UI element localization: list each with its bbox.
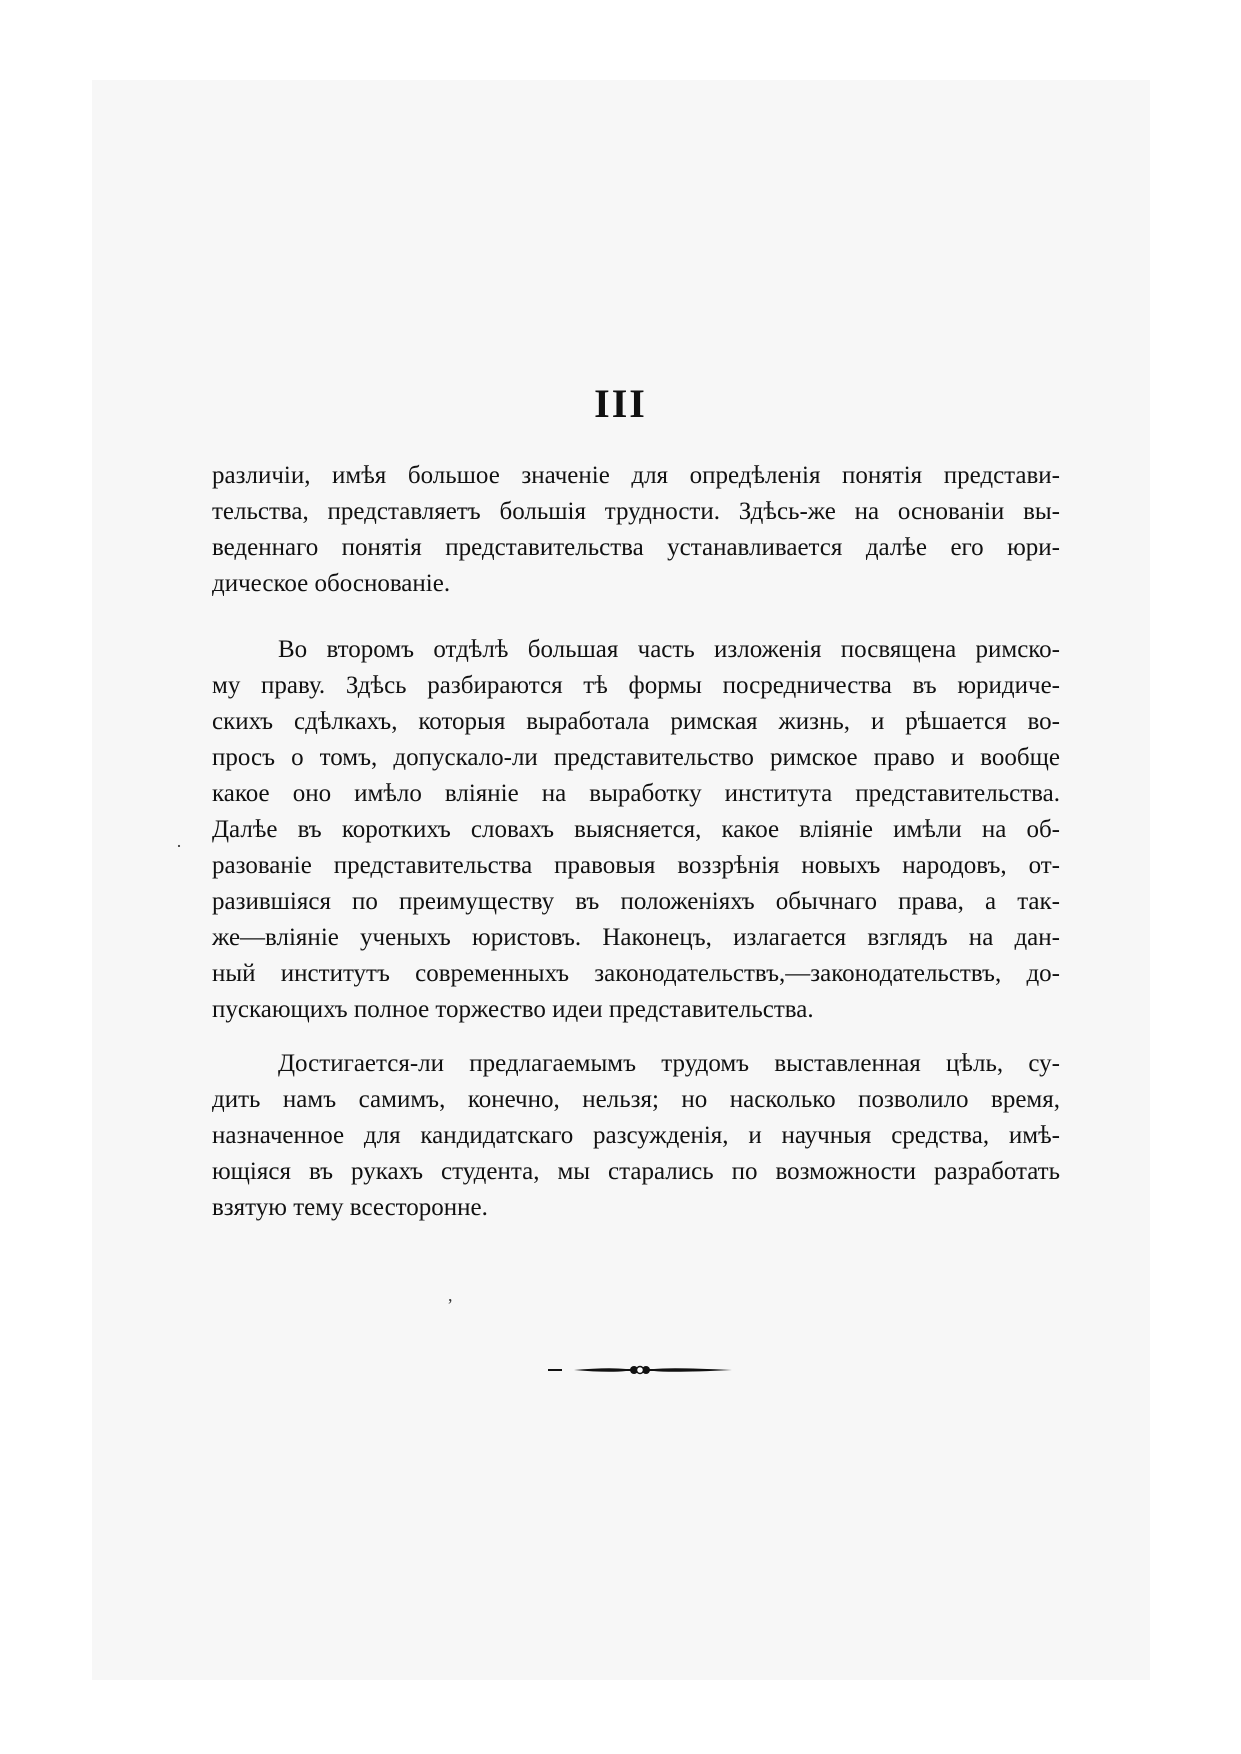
- text-line: веденнаго понятiя представительства устанавливается далѣе его юри-: [212, 534, 1060, 561]
- text-line: различiи, имѣя большое значенiе для опредѣленiя понятiя представи-: [212, 462, 1060, 489]
- text-line: какое оно имѣло влiянiе на выработку института представительства.: [212, 780, 1060, 807]
- text-line: просъ о томъ, допускало-ли представительство римское право и вообще: [212, 744, 1060, 771]
- text-line: ный институтъ современныхъ законодательствъ,—законодательствъ, до-: [212, 960, 1060, 987]
- text-line: дить намъ самимъ, конечно, нельзя; но насколько позволило время,: [212, 1086, 1060, 1113]
- paragraph-1: [212, 458, 1060, 602]
- text-line: Во второмъ отдѣлѣ большая часть изложенiя посвящена римско-: [278, 636, 1060, 663]
- text-line: же—влiянiе ученыхъ юристовъ. Наконецъ, излагается взглядъ на дан-: [212, 924, 1060, 951]
- text-line: Достигается-ли предлагаемымъ трудомъ выставленная цѣль, су-: [278, 1050, 1060, 1077]
- text-line: разившiяся по преимуществу въ положенiяхъ обычнаго права, а так-: [212, 888, 1060, 915]
- paragraph-2: [212, 632, 1060, 1028]
- text-line: Далѣе въ короткихъ словахъ выясняется, какое влiянiе имѣли на об-: [212, 816, 1060, 843]
- text-line: скихъ сдѣлкахъ, которыя выработала римская жизнь, и рѣшается во-: [212, 708, 1060, 735]
- end-of-text-ornament: [548, 1364, 732, 1376]
- page-number: III: [594, 381, 647, 426]
- text-line: ющiяся въ рукахъ студента, мы старались по возможности разработать: [212, 1158, 1060, 1185]
- stray-dot: ,: [448, 1285, 453, 1305]
- text-line: разованiе представительства правовыя воззрѣнiя новыхъ народовъ, от-: [212, 852, 1060, 879]
- text-line: му праву. Здѣсь разбираются тѣ формы посредничества въ юридиче-: [212, 672, 1060, 699]
- text-line: назначенное для кандидатскаго разсужденiя, и научныя средства, имѣ-: [212, 1122, 1060, 1149]
- text-line: взятую тему всесторонне.: [212, 1194, 488, 1221]
- text-line: пускающихъ полное торжество идеи представительства.: [212, 996, 814, 1023]
- text-line: дическое обоснованiе.: [212, 570, 451, 597]
- text-line: тельства, представляетъ большiя трудности. Здѣсь-же на основанiи вы-: [212, 498, 1060, 525]
- margin-mark: ·: [176, 836, 182, 856]
- paragraph-3: [212, 1046, 1060, 1226]
